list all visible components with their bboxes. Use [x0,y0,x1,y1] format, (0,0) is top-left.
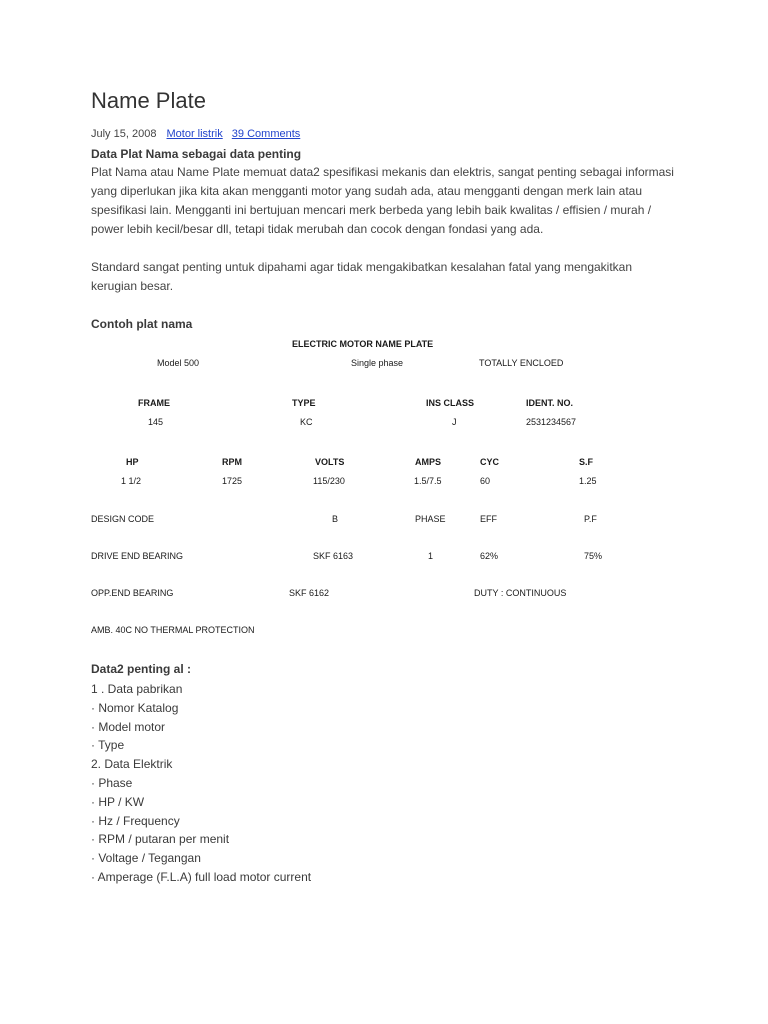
list-item: · Phase [91,775,133,790]
amps-label: AMPS [415,457,442,467]
type-label: TYPE [292,398,316,408]
post-date: July 15, 2008 [91,128,157,140]
page-title: Name Plate [91,88,206,113]
category-link[interactable]: Motor listrik [166,128,223,140]
data-list [91,680,311,887]
ins-class-label: INS CLASS [426,398,475,408]
nameplate-model: Model 500 [157,358,200,368]
rpm-label: RPM [222,457,242,467]
hp-label: HP [126,457,139,467]
list-item: · Model motor [91,719,166,734]
type-value: KC [300,417,313,427]
rpm-value: 1725 [222,476,243,486]
ambient-note: AMB. 40C NO THERMAL PROTECTION [91,625,255,635]
nameplate-title: ELECTRIC MOTOR NAME PLATE [292,339,434,349]
list-item: 1 . Data pabrikan [91,682,183,696]
design-code-label: DESIGN CODE [91,514,155,524]
volts-label: VOLTS [315,457,345,467]
post-meta [91,128,300,140]
duty-value: DUTY : CONTINUOUS [474,588,567,598]
list-item: · HP / KW [91,794,145,809]
list-item: · RPM / putaran per menit [91,832,230,847]
sf-value: 1.25 [579,476,597,486]
phase-value: 1 [428,551,434,561]
list-item: · Nomor Katalog [91,700,179,715]
design-code-value: B [332,514,339,524]
list-item: · Voltage / Tegangan [91,851,201,866]
pf-value: 75% [584,551,603,561]
volts-value: 115/230 [313,476,345,486]
nameplate-enclosure: TOTALLY ENCLOED [479,358,564,368]
eff-value: 62% [480,551,499,561]
ident-value: 2531234567 [526,417,577,427]
list-item: · Amperage (F.L.A) full load motor current [91,869,312,884]
eff-label: EFF [480,514,497,524]
nameplate-phase-type: Single phase [351,358,404,368]
amps-value: 1.5/7.5 [414,476,442,486]
section-heading-data-plat: Data Plat Nama sebagai data penting [91,147,302,161]
pf-label: P.F [584,514,597,524]
list-item: · Type [91,738,125,753]
list-item: 2. Data Elektrik [91,757,173,772]
opp-bearing-value: SKF 6162 [289,588,330,598]
section-heading-contoh: Contoh plat nama [91,317,193,331]
frame-label: FRAME [138,398,170,408]
drive-bearing-label: DRIVE END BEARING [91,551,184,561]
opp-bearing-label: OPP.END BEARING [91,588,174,598]
drive-bearing-value: SKF 6163 [313,551,354,561]
sf-label: S.F [579,457,594,467]
standard-paragraph: Standard sangat penting untuk dipahami agar tidak mengakibatkan kesalahan fatal yang mengakitkan kerugian besar. [91,260,633,293]
comments-link[interactable]: 39 Comments [231,128,301,140]
phase-label: PHASE [415,514,446,524]
cyc-value: 60 [480,476,491,486]
ins-class-value: J [452,417,457,427]
frame-value: 145 [148,417,164,427]
cyc-label: CYC [480,457,500,467]
intro-paragraph: Plat Nama atau Name Plate memuat data2 spesifikasi mekanis dan elektris, sangat penting sebagai informasi yang diperlukan jika kita akan mengganti motor yang sudah ada, atau mengganti dengan merk lain atau spesifikasi lain. Mengganti ini bertujuan mencari merk berbeda yang lebih baik kwalitas / effisien / murah / power lebih kecil/besar dll, tetapi tidak merubah dan cocok dengan fondasi yang ada. [91,165,674,236]
section-heading-data2: Data2 penting al : [91,662,192,676]
ident-label: IDENT. NO. [526,398,574,408]
hp-value: 1 1/2 [121,476,142,486]
list-item: · Hz / Frequency [91,813,180,828]
